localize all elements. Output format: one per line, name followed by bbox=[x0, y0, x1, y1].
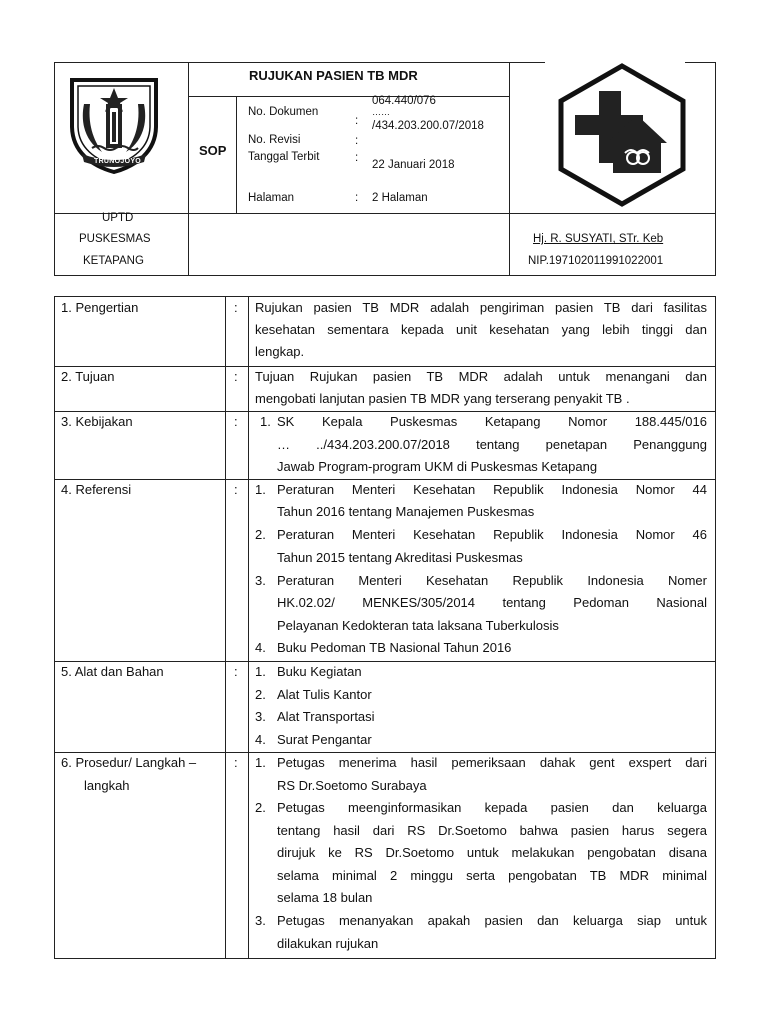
prosedur-2-line-4: selama minimal 2 minggu serta pengobatan TB MDR minimal bbox=[277, 868, 707, 883]
alat-3-text: Alat Transportasi bbox=[277, 709, 375, 724]
prosedur-1-line-2: RS Dr.Soetomo Surabaya bbox=[277, 778, 427, 793]
section-label-prosedur-2: langkah bbox=[84, 778, 130, 793]
prosedur-3-num: 3. bbox=[255, 913, 266, 928]
issue-date-colon: : bbox=[355, 152, 359, 164]
alat-4-num: 4. bbox=[255, 732, 266, 747]
kebijakan-line-1: SK Kepala Puskesmas Ketapang Nomor 188.445/016 bbox=[277, 414, 707, 429]
prosedur-2-line-1: Petugas meenginformasikan kepada pasien dan keluarga bbox=[277, 800, 707, 815]
colon-6: : bbox=[234, 755, 238, 770]
pengertian-line-1: Rujukan pasien TB MDR adalah pengiriman pasien TB dari fasilitas bbox=[255, 300, 707, 315]
prosedur-2-line-5: selama 18 bulan bbox=[277, 890, 373, 905]
referensi-3-line-1: Peraturan Menteri Kesehatan Republik Indonesia Nomer bbox=[277, 573, 707, 588]
alat-4-text: Surat Pengantar bbox=[277, 732, 372, 747]
referensi-2-line-2: Tahun 2015 tentang Akreditasi Puskesmas bbox=[277, 550, 523, 565]
referensi-1-line-1: Peraturan Menteri Kesehatan Republik Indonesia Nomor 44 bbox=[277, 482, 707, 497]
section-label-tujuan: 2. Tujuan bbox=[61, 369, 115, 384]
emblem-caption: TRUNOJOYO bbox=[94, 158, 142, 165]
doc-number-value-2: /434.203.200.07/2018 bbox=[372, 120, 484, 132]
prosedur-3-line-1: Petugas menanyakan apakah pasien dan keluarga siap untuk bbox=[277, 913, 707, 928]
prosedur-3-line-2: dilakukan rujukan bbox=[277, 936, 379, 951]
prosedur-2-line-2: tentang hasil dari RS Dr.Soetomo bahwa pasien harus segera bbox=[277, 823, 707, 838]
pengertian-line-2: kesehatan sementara kepada unit kesehatan yang lebih tinggi dan bbox=[255, 322, 707, 337]
alat-3-num: 3. bbox=[255, 709, 266, 724]
kebijakan-line-3: Jawab Program-program UKM di Puskesmas Ketapang bbox=[277, 459, 598, 474]
referensi-3-line-3: Pelayanan Kedokteran tata laksana Tuberkulosis bbox=[277, 618, 559, 633]
doc-number-value-1: 064.440/076 bbox=[372, 95, 436, 107]
colon-5: : bbox=[234, 664, 238, 679]
kebijakan-line-2: … ../434.203.200.07/2018 tentang penetapan Penanggung bbox=[277, 437, 707, 452]
referensi-1-num: 1. bbox=[255, 482, 266, 497]
colon-3: : bbox=[234, 414, 238, 429]
document-title: RUJUKAN PASIEN TB MDR bbox=[249, 68, 418, 83]
org-line-2: PUSKESMAS bbox=[79, 233, 151, 245]
puskesmas-logo bbox=[555, 63, 690, 207]
signer-nip: NIP.197102011991022001 bbox=[528, 255, 664, 267]
referensi-2-num: 2. bbox=[255, 527, 266, 542]
alat-2-num: 2. bbox=[255, 687, 266, 702]
kebijakan-num: 1. bbox=[260, 414, 271, 429]
prosedur-1-line-1: Petugas menerima hasil pemeriksaan dahak gent exspert dari bbox=[277, 755, 707, 770]
referensi-4-num: 4. bbox=[255, 640, 266, 655]
doc-number-dots: …… bbox=[372, 107, 390, 117]
regency-emblem-logo bbox=[66, 74, 162, 174]
prosedur-1-num: 1. bbox=[255, 755, 266, 770]
referensi-2-line-1: Peraturan Menteri Kesehatan Republik Indonesia Nomor 46 bbox=[277, 527, 707, 542]
section-label-alat: 5. Alat dan Bahan bbox=[61, 664, 164, 679]
alat-2-text: Alat Tulis Kantor bbox=[277, 687, 372, 702]
alat-1-text: Buku Kegiatan bbox=[277, 664, 362, 679]
sop-label: SOP bbox=[199, 143, 227, 158]
referensi-1-line-2: Tahun 2016 tentang Manajemen Puskesmas bbox=[277, 504, 535, 519]
revision-colon: : bbox=[355, 135, 359, 147]
prosedur-2-line-3: dirujuk ke RS Dr.Soetomo untuk melakukan pengobatan disana bbox=[277, 845, 707, 860]
org-line-3: KETAPANG bbox=[83, 255, 144, 267]
tujuan-line-2: mengobati lanjutan pasien TB MDR yang terserang penyakit TB . bbox=[255, 391, 630, 406]
pages-label: Halaman bbox=[248, 192, 295, 204]
referensi-4-line-1: Buku Pedoman TB Nasional Tahun 2016 bbox=[277, 640, 512, 655]
pages-colon: : bbox=[355, 192, 359, 204]
tujuan-line-1: Tujuan Rujukan pasien TB MDR adalah untuk menangani dan bbox=[255, 369, 707, 384]
colon-4: : bbox=[234, 482, 238, 497]
org-line-1: UPTD bbox=[102, 212, 134, 224]
referensi-3-num: 3. bbox=[255, 573, 266, 588]
doc-number-colon: : bbox=[355, 115, 359, 127]
issue-date-label: Tanggal Terbit bbox=[248, 151, 320, 163]
section-label-pengertian: 1. Pengertian bbox=[61, 300, 139, 315]
signer-name: Hj. R. SUSYATI, STr. Keb bbox=[533, 233, 664, 245]
referensi-3-line-2: HK.02.02/ MENKES/305/2014 tentang Pedoman Nasional bbox=[277, 595, 707, 610]
section-label-kebijakan: 3. Kebijakan bbox=[61, 414, 133, 429]
section-label-prosedur: 6. Prosedur/ Langkah – bbox=[61, 755, 197, 770]
colon-1: : bbox=[234, 300, 238, 315]
pengertian-line-3: lengkap. bbox=[255, 344, 305, 359]
doc-number-label: No. Dokumen bbox=[248, 106, 319, 118]
colon-2: : bbox=[234, 369, 238, 384]
section-label-referensi: 4. Referensi bbox=[61, 482, 132, 497]
prosedur-2-num: 2. bbox=[255, 800, 266, 815]
revision-label: No. Revisi bbox=[248, 134, 301, 146]
issue-date-value: 22 Januari 2018 bbox=[372, 159, 455, 171]
alat-1-num: 1. bbox=[255, 664, 266, 679]
pages-value: 2 Halaman bbox=[372, 192, 428, 204]
